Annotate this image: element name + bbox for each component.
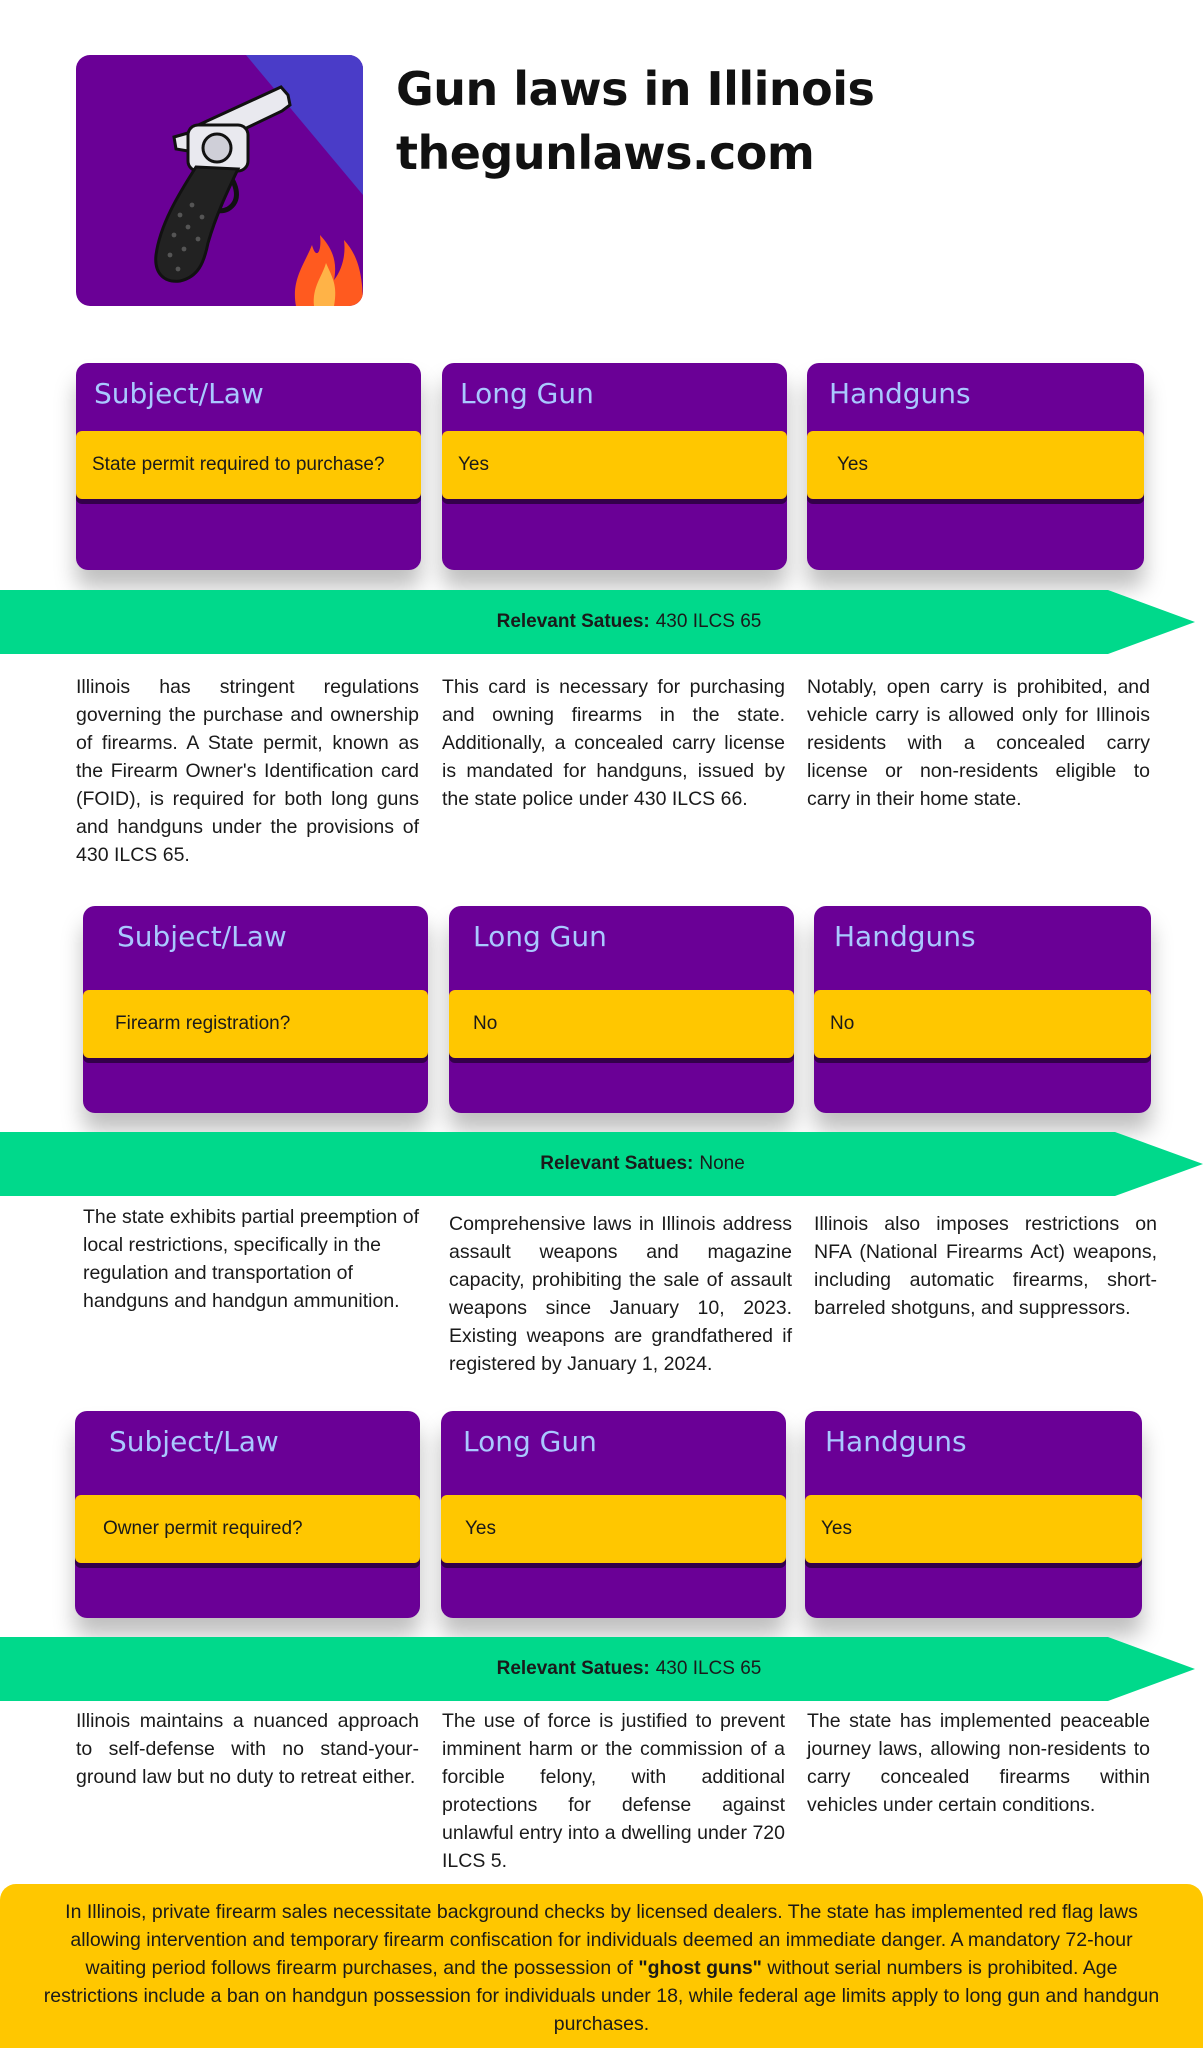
statutes-text bbox=[0, 1132, 1115, 1196]
long-gun-value: No bbox=[449, 990, 794, 1058]
paragraph: Illinois also imposes restrictions on NFA (National Firearms Act) weapons, including automatic firearms, short-barreled shotguns, and suppressors. bbox=[814, 1213, 1157, 1319]
subject-card bbox=[75, 1411, 420, 1618]
statutes-band bbox=[0, 1132, 1203, 1196]
summary-text-start: In Illinois, private firearm sales necessitate background checks by licensed dealers. The state has implemented red flag laws allowing intervention and temporary firearm confiscation for individuals deemed an immediate danger. A mandatory 72-hour waiting period follows firearm purchases, and the possession of bbox=[65, 1901, 1138, 1979]
statutes-label: Relevant Satues: bbox=[496, 1658, 650, 1679]
long-gun-card bbox=[442, 363, 787, 570]
statutes-band bbox=[0, 590, 1195, 654]
handguns-card bbox=[805, 1411, 1142, 1618]
handguns-header: Handguns bbox=[834, 920, 976, 953]
handguns-header: Handguns bbox=[825, 1425, 967, 1458]
handguns-value: Yes bbox=[807, 431, 1144, 499]
paragraph: This card is necessary for purchasing and owning firearms in the state. Additionally, a concealed carry license is mandated for handguns, issued by the state police under 430 ILCS 66. bbox=[442, 676, 785, 810]
summary-footer bbox=[0, 1884, 1203, 2048]
paragraph: Notably, open carry is prohibited, and vehicle carry is allowed only for Illinois residents with a concealed carry license or non-residents eligible to carry in their home state. bbox=[807, 676, 1150, 810]
summary-text-end: without serial numbers is prohibited. Age restrictions include a ban on handgun possession for individuals under 18, while federal age limits apply to long gun and handgun purchases. bbox=[43, 1957, 1160, 2035]
statutes-label: Relevant Satues: bbox=[496, 611, 650, 632]
handguns-card bbox=[807, 363, 1144, 570]
paragraph: The state exhibits partial preemption of local restrictions, specifically in the regulation and transportation of handguns and handgun ammunition. bbox=[83, 1206, 420, 1312]
long-gun-value: Yes bbox=[442, 431, 787, 499]
long-gun-value: Yes bbox=[441, 1495, 786, 1563]
subject-value: Owner permit required? bbox=[75, 1495, 420, 1563]
subject-header: Subject/Law bbox=[94, 377, 264, 410]
revolver-logo bbox=[76, 55, 363, 306]
statutes-value: 430 ILCS 65 bbox=[655, 1658, 762, 1679]
paragraph: Illinois has stringent regulations governing the purchase and ownership of firearms. A State permit, known as the Firearm Owner's Identification card (FOID), is required for both long guns and handguns under the provisions of 430 ILCS 65. bbox=[76, 676, 419, 866]
statutes-value: 430 ILCS 65 bbox=[655, 611, 762, 632]
long-gun-header: Long Gun bbox=[473, 920, 607, 953]
statutes-label: Relevant Satues: bbox=[540, 1153, 694, 1174]
ghost-guns-highlight: "ghost guns" bbox=[638, 1957, 762, 1979]
subject-card bbox=[83, 906, 428, 1113]
handguns-value: Yes bbox=[805, 1495, 1142, 1563]
statutes-text bbox=[0, 590, 1108, 654]
statutes-text bbox=[0, 1637, 1108, 1701]
paragraph: Comprehensive laws in Illinois address assault weapons and magazine capacity, prohibiting the sale of assault weapons since January 10, 2023. Existing weapons are grandfathered if registered by January 1, 2024. bbox=[449, 1213, 792, 1375]
long-gun-card bbox=[449, 906, 794, 1113]
handguns-value: No bbox=[814, 990, 1151, 1058]
long-gun-header: Long Gun bbox=[460, 377, 594, 410]
paragraph: The use of force is justified to prevent imminent harm or the commission of a forcible felony, with additional protections for defense against unlawful entry into a dwelling under 720 ILCS 5. bbox=[442, 1710, 785, 1872]
statutes-band bbox=[0, 1637, 1195, 1701]
statutes-value: None bbox=[699, 1153, 745, 1174]
subject-header: Subject/Law bbox=[109, 1425, 279, 1458]
handguns-card bbox=[814, 906, 1151, 1113]
subject-value: Firearm registration? bbox=[83, 990, 428, 1058]
page-title: Gun laws in Illinois bbox=[396, 62, 875, 116]
paragraph: The state has implemented peaceable journey laws, allowing non-residents to carry concealed firearms within vehicles under certain conditions. bbox=[807, 1710, 1150, 1816]
subject-value: State permit required to purchase? bbox=[76, 431, 421, 499]
revolver-icon bbox=[76, 55, 363, 306]
subject-card bbox=[76, 363, 421, 570]
subject-header: Subject/Law bbox=[117, 920, 287, 953]
paragraph: Illinois maintains a nuanced approach to self-defense with no stand-your-ground law but no duty to retreat either. bbox=[76, 1710, 419, 1788]
long-gun-card bbox=[441, 1411, 786, 1618]
handguns-header: Handguns bbox=[829, 377, 971, 410]
long-gun-header: Long Gun bbox=[463, 1425, 597, 1458]
site-name: thegunlaws.com bbox=[396, 126, 815, 180]
